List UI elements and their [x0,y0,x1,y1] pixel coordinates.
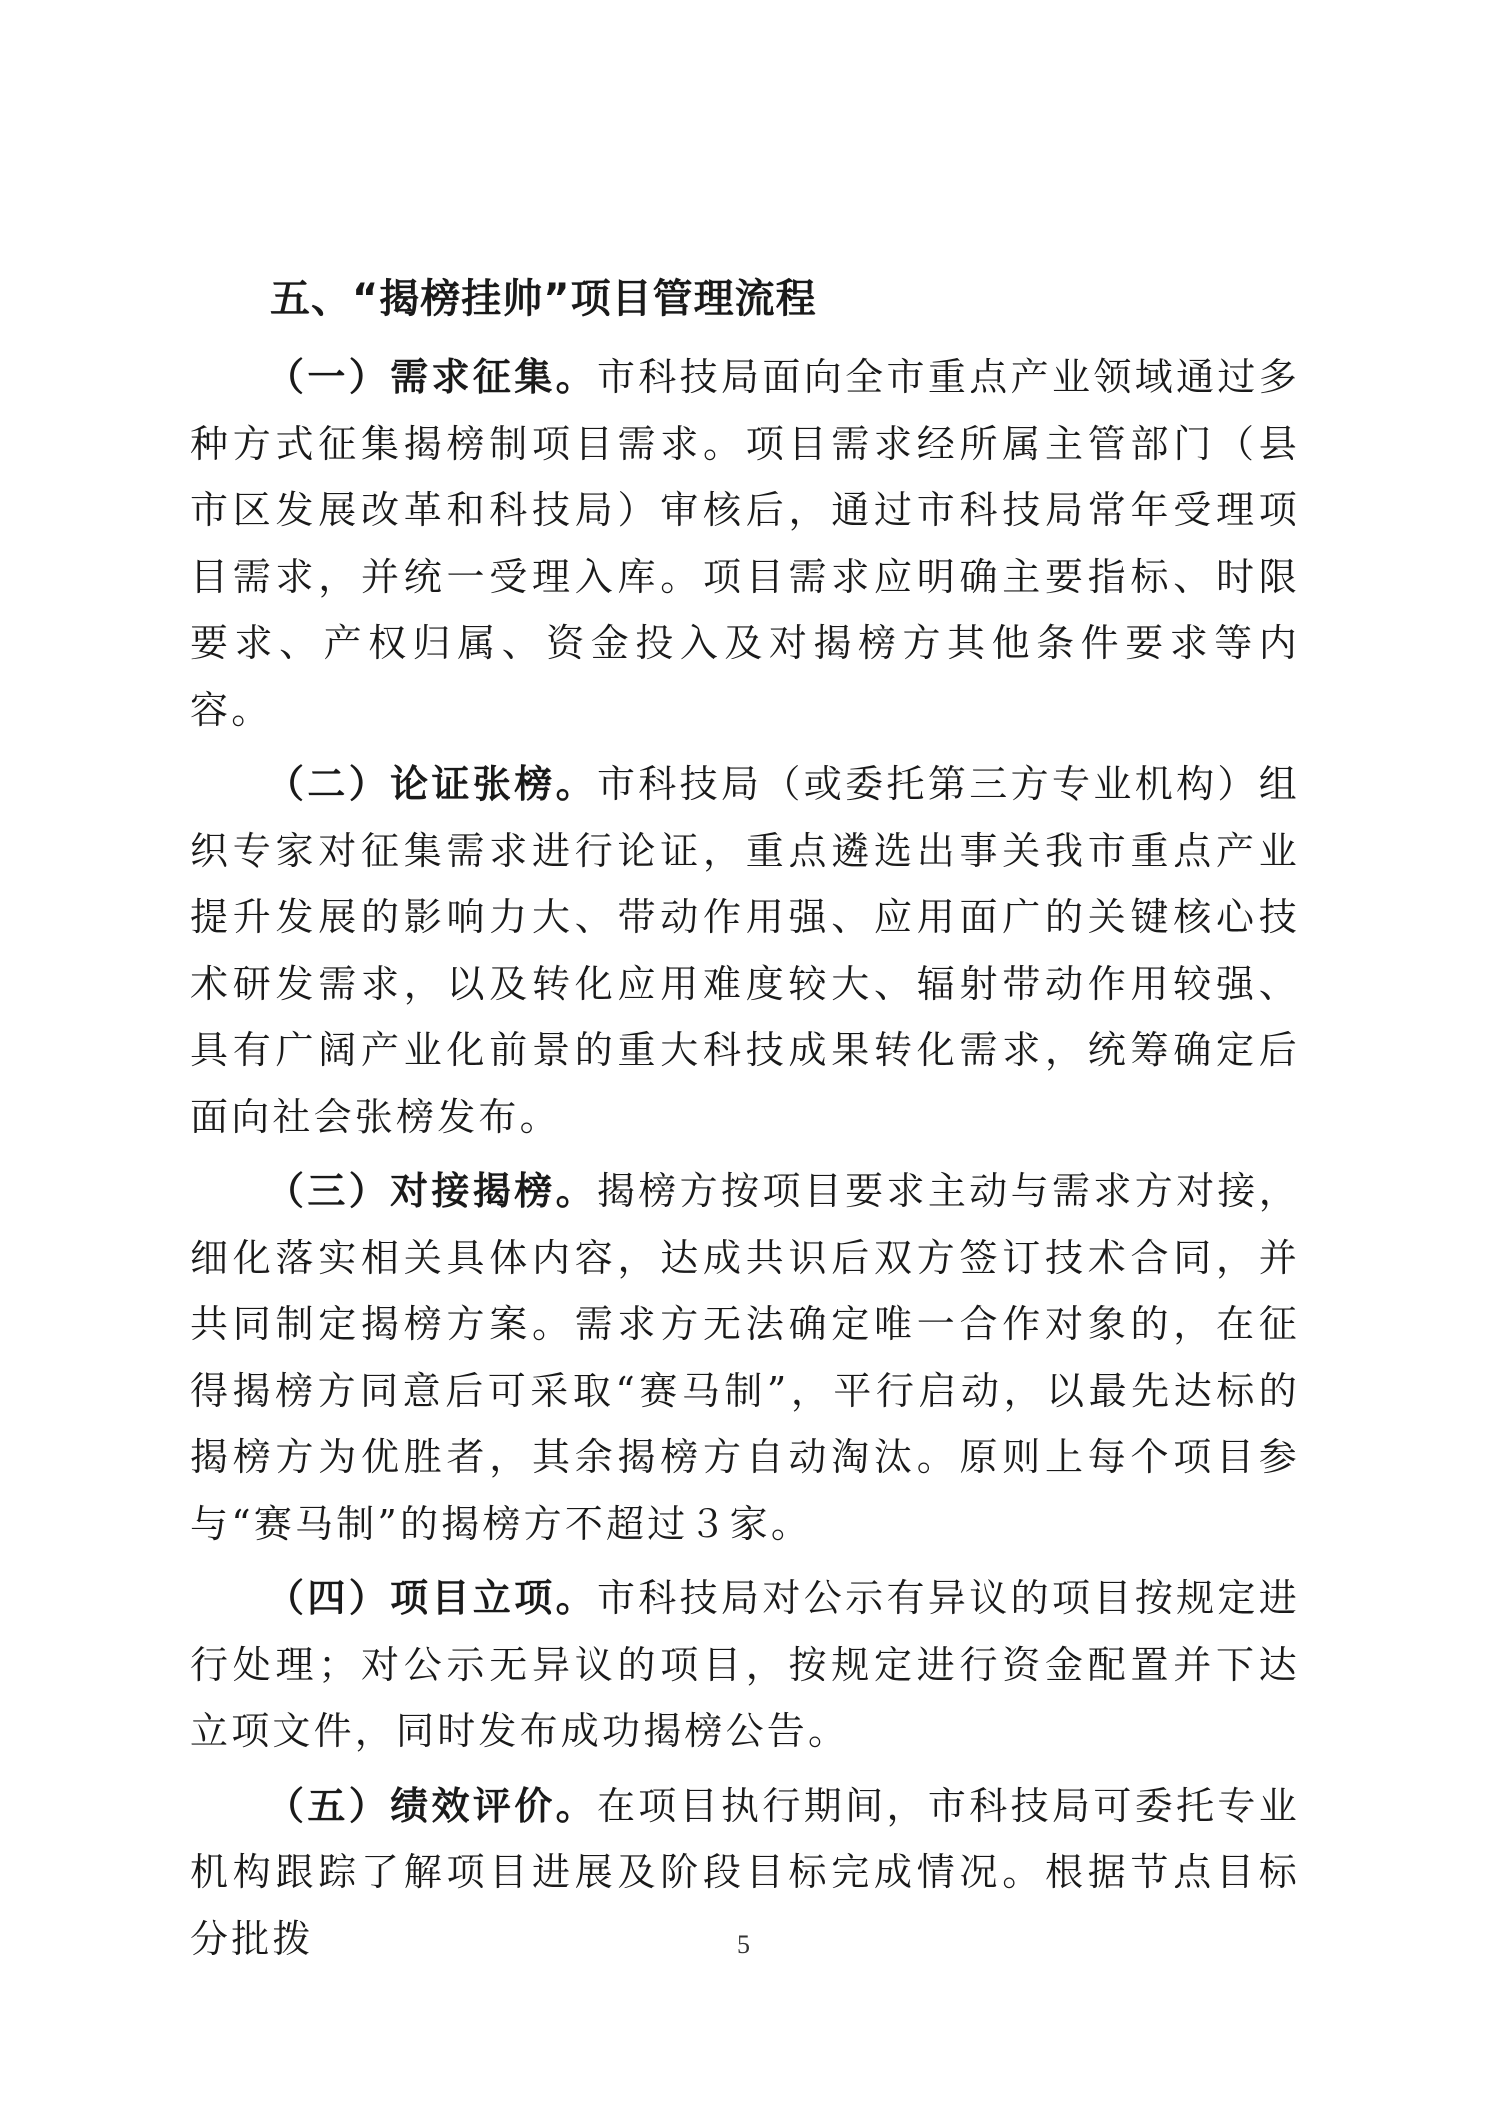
paragraph-review-publish [190,751,1300,1150]
paragraph-text: 揭榜方按项目要求主动与需求方对接，细化落实相关具体内容，达成共识后双方签订技术合同，并共同制定揭榜方案。需求方无法确定唯一合作对象的，在征得揭榜方同意后可采取“赛马制”，平行启动，以最先达标的揭榜方为优胜者，其余揭榜方自动淘汰。原则上每个项目参与“赛马制”的揭榜方不超过３家。 [190,1169,1300,1546]
page-body [190,272,1300,1980]
paragraph-project-approval [190,1565,1300,1765]
paragraph-matching [190,1158,1300,1557]
paragraph-label: （二）论证张榜。 [266,762,597,806]
section-heading: 五、“揭榜挂帅”项目管理流程 [270,276,817,322]
paragraph-text: 市科技局面向全市重点产业领域通过多种方式征集揭榜制项目需求。项目需求经所属主管部门（县市区发展改革和科技局）审核后，通过市科技局常年受理项目需求，并统一受理入库。项目需求应明确主要指标、时限要求、产权归属、资金投入及对揭榜方其他条件要求等内容。 [190,355,1300,732]
paragraph-label: （五）绩效评价。 [266,1783,597,1828]
paragraph-label: （三）对接揭榜。 [266,1169,597,1213]
paragraph-text: 市科技局（或委托第三方专业机构）组织专家对征集需求进行论证，重点遴选出事关我市重点产业提升发展的影响力大、带动作用强、应用面广的关键核心技术研发需求，以及转化应用难度较大、辐射带动作用较强、具有广阔产业化前景的重大科技成果转化需求，统筹确定后面向社会张榜发布。 [190,762,1300,1139]
page-number: 5 [737,1930,750,1959]
paragraph-demand-collection [190,344,1300,743]
paragraph-text: 在项目执行期间，市科技局可委托专业机构跟踪了解项目进展及阶段目标完成情况。根据节点目标分批拨 [190,1783,1300,1961]
paragraph-text: 市科技局对公示有异议的项目按规定进行处理；对公示无异议的项目，按规定进行资金配置并下达立项文件，同时发布成功揭榜公告。 [190,1576,1300,1753]
paragraph-label: （一）需求征集。 [266,355,597,399]
paragraph-label: （四）项目立项。 [266,1576,597,1620]
